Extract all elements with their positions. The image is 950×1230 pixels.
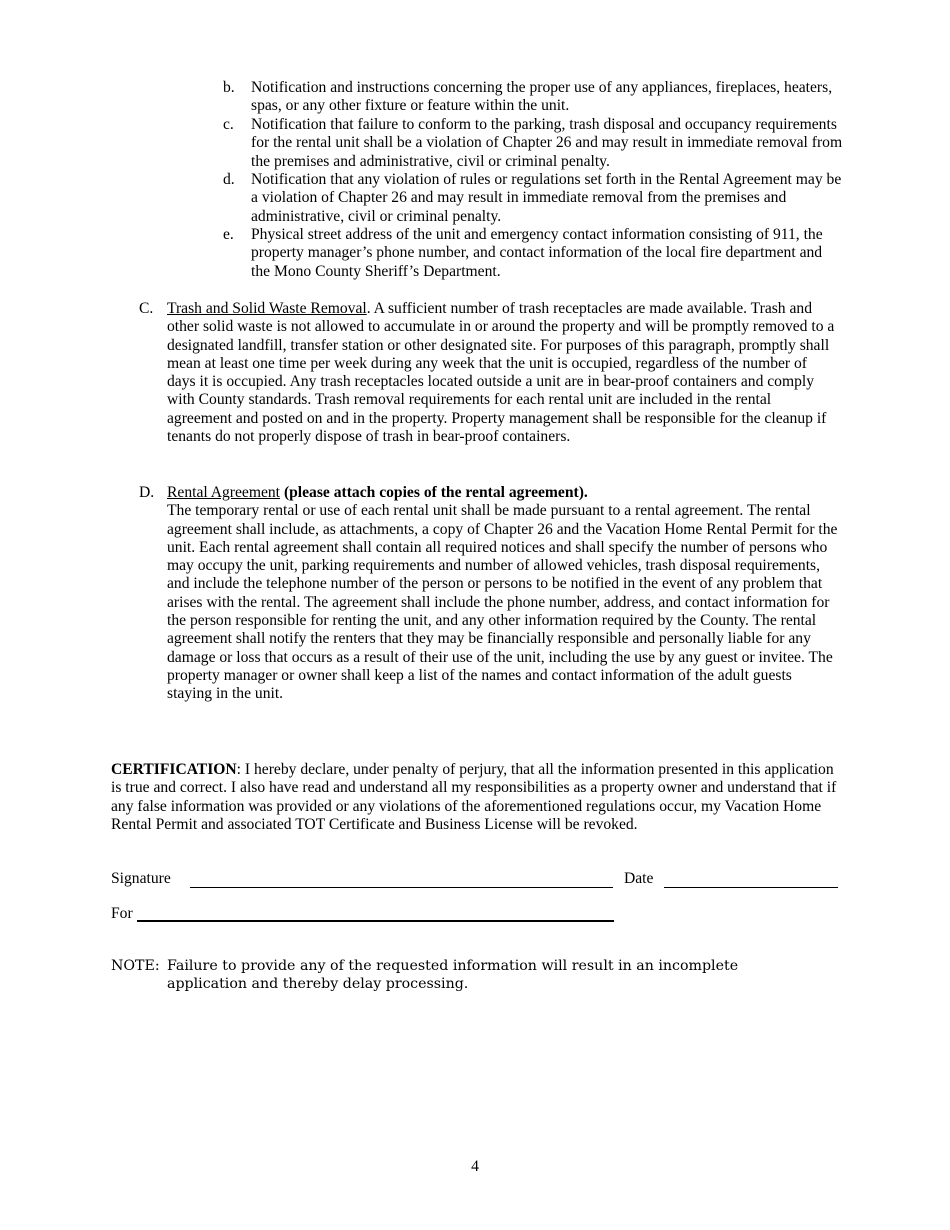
signature-label: Signature xyxy=(111,870,171,887)
section-text: The temporary rental or use of each rental unit shall be made pursuant to a rental agreement. The rental agreement shall include, as attachments, a copy of Chapter 26 and the Vacation Home Rental Permit for the unit. Each rental agreement shall contain all required notices and shall specify the number of persons who may occupy the unit, parking requirements and number of allowed vehicles, trash disposal requirements, and include the telephone number of the person or persons to be notified in the event of any problem that arises with the rental. The agreement shall include the phone number, address, and contact information for the person responsible for renting the unit, and any other information required by the County. The rental agreement shall notify the renters that they may be financially responsible and personally liable for any damage or loss that occurs as a result of their use of the unit, including the use by any guest or invitee. The property manager or owner shall keep a list of the names and contact information of the adult guests staying in the unit. xyxy=(167,502,838,703)
date-label: Date xyxy=(624,870,654,887)
certification-heading: CERTIFICATION xyxy=(111,761,237,778)
list-item-e xyxy=(223,226,843,281)
list-item-label: e. xyxy=(223,226,234,243)
section-trash-removal xyxy=(139,300,839,446)
for-line[interactable] xyxy=(137,920,614,922)
date-line[interactable] xyxy=(664,887,838,888)
list-item-label: d. xyxy=(223,171,235,188)
list-item-b xyxy=(223,79,843,116)
for-label: For xyxy=(111,905,133,922)
note-label: NOTE: xyxy=(111,958,160,974)
list-item-text: Physical street address of the unit and emergency contact information consisting of 911, the property manager’s phone number, and contact information of the local fire department and the Mono County Sheriff’s Department. xyxy=(251,226,823,280)
list-item-c xyxy=(223,116,843,171)
certification-text: : I hereby declare, under penalty of perjury, that all the information presented in this application is true and correct. I also have read and understand all my responsibilities as a property owner and understand that if any false information was provided or any violations of the aforementioned regulations occur, my Vacation Home Rental Permit and associated TOT Certificate and Business License will be revoked. xyxy=(111,761,837,833)
page-number: 4 xyxy=(471,1158,479,1175)
section-label: D. xyxy=(139,484,155,501)
section-body xyxy=(139,300,839,446)
list-item-text: Notification that failure to conform to the parking, trash disposal and occupancy requirements for the rental unit shall be a violation of Chapter 26 and may result in immediate removal from the premises and administrative, civil or criminal penalty. xyxy=(251,116,843,170)
list-item-text: Notification that any violation of rules or regulations set forth in the Rental Agreement may be a violation of Chapter 26 and may result in immediate removal from the premises and administrative, civil or criminal penalty. xyxy=(251,171,842,225)
section-rental-agreement xyxy=(139,484,839,704)
list-item-label: c. xyxy=(223,116,234,133)
section-label: C. xyxy=(139,300,154,317)
certification-paragraph xyxy=(111,761,843,834)
section-text: . A sufficient number of trash receptacles are made available. Trash and other solid waste is not allowed to accumulate in or around the property and will be promptly removed to a designated landfill, transfer station or other designated site. For purposes of this paragraph, promptly shall mean at least one time per week during any week that the unit is occupied, regardless of the number of days it is occupied. Any trash receptacles located outside a unit are in bear-proof containers and comply with County standards. Trash removal requirements for each rental unit are included in the rental agreement and posted on and in the property. Property management shall be responsible for the cleanup if tenants do not properly dispose of trash in bear-proof containers. xyxy=(167,300,835,446)
section-heading-line xyxy=(167,484,839,502)
list-item-label: b. xyxy=(223,79,235,96)
note-paragraph xyxy=(111,958,811,993)
section-heading: Trash and Solid Waste Removal xyxy=(167,300,367,317)
list-item-text: Notification and instructions concerning the proper use of any appliances, fireplaces, heaters, spas, or any other fixture or feature within the unit. xyxy=(251,79,833,115)
attachment-note: (please attach copies of the rental agreement). xyxy=(283,484,588,501)
section-heading: Rental Agreement xyxy=(167,484,281,501)
section-body xyxy=(139,484,839,704)
signature-line[interactable] xyxy=(190,887,613,888)
note-text: Failure to provide any of the requested information will result in an incomplete application and thereby delay processing. xyxy=(167,958,739,992)
list-item-d xyxy=(223,171,843,226)
